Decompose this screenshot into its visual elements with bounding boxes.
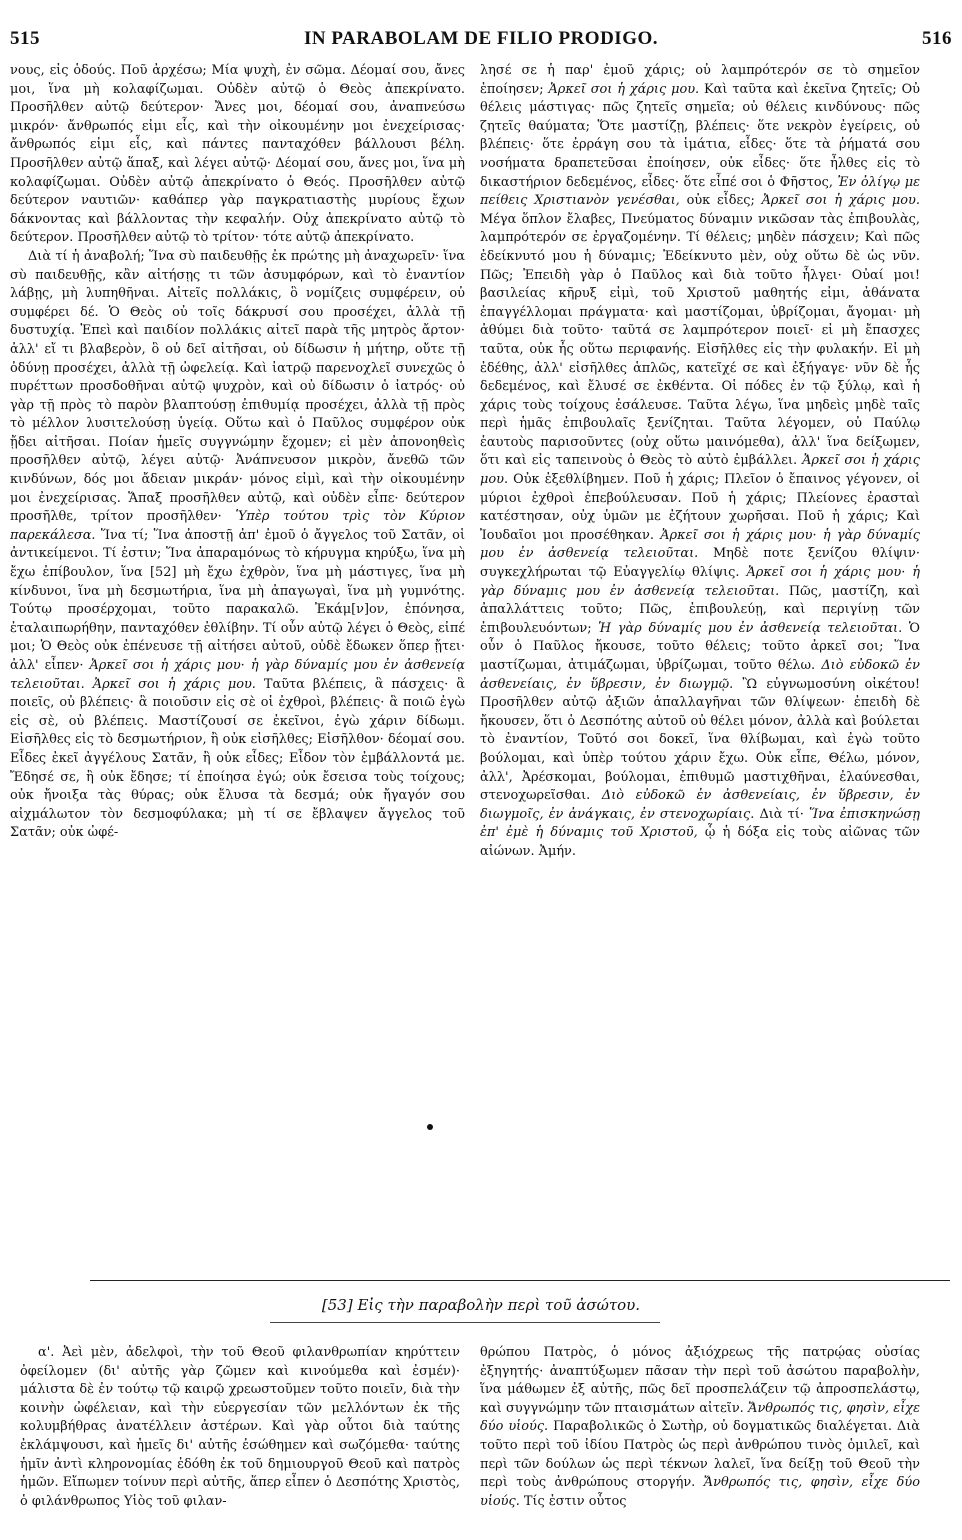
text-run: Ὁ οὖν ὁ Παῦλος ἤκουσε, τοῦτο θέλεις; τοῦτο ἀρκεῖ σοι; Ἵνα μαστίζωμαι, ἀτιμάζωμαι, ὑβρίζωμαι, τοῦτο θέλω. [480,620,920,673]
scripture-quote: Ἀρκεῖ σοι ἡ χάρις μου· ἡ γὰρ δύναμις μου ἐν ἀσθενείᾳ τελειοῦται. [480,565,920,599]
page-number-left: 515 [10,28,40,49]
text-run: οὐκ εἶδες; [679,193,762,209]
scripture-quote: Διὸ εὐδοκῶ ἐν ἀσθενείαις, ἐν ὕβρεσιν, ἐν διωγμοῖς, ἐν ἀνάγκαις, ἐν στενοχωρίαις. [480,788,920,822]
text-run: Ὢ εὐγνωμοσύνη οἰκέτου! Προσῆλθεν αὐτῷ ἀξιῶν ἀπαλλαγῆναι τῶν θλίψεων· ἐπειδὴ δὲ ἤκουσεν, ὅτι ὁ Δεσπότης αὐτοῦ οὐ θέλει μόνον, ἀλλὰ καὶ βούλεται τὸ ἐναντίον, Τοῦτό σοι δοκεῖ, ἵνα θλίβωμαι, καὶ ἐγὼ τοῦτο βούλομαι, καὶ ὑπὲρ τούτου χάριν ἔχω. Οὐκ εἶπε, Θέλω, μόνον, ἀλλ', Ἀρέσκομαι, βούλομαι, ἐπιθυμῶ μαστιχθῆναι, ἐλαύνεσθαι, στενοχωρεῖσθαι. [480,676,920,804]
scripture-quote: Ἀρκεῖ σοι ἡ χάρις μου. [761,193,920,209]
section-divider [90,1280,950,1281]
text-run: Ἵνα τί; Ἵνα ἀποστῇ ἀπ' ἐμοῦ ὁ ἄγγελος τοῦ Σατᾶν, οἱ ἀντικείμενοι. Τί ἐστιν; Ἵνα ἀπαραμόνως τὸ κήρυγμα κηρύξω, ἵνα μὴ ἔχω ἐπίβουλον, ἵνα [52] μὴ ἔχω ἐχθρὸν, ἵνα μὴ μάστιγες, ἵνα μὴ κίνδυνοι, ἵνα μὴ δεσμωτήρια, ἵνα μὴ ἀπαγωγαὶ, ἵνα μὴ γυμνότης. Τούτῳ προσέρχομαι, τοῦτο παρακαλῶ. Ἐκάμ[ν]ον, ἐπόνησα, ἐταλαιπωρήθην, πανταχόθεν ἐθλίβην. Τί οὖν αὐτῷ λέγει ὁ Θεὸς, εἰπέ μοι; Ὁ Θεὸς οὐκ ἐπένευσε τῇ αἰτήσει αὐτοῦ, οὐδὲ ἔδωκεν ὅπερ ᾔτει· ἀλλ' εἶπεν· [10,527,465,673]
text-run: νους, εἰς ὁδούς. Ποῦ ἀρχέσω; Μία ψυχὴ, ἐν σῶμα. Δέομαί σου, ἄνες μοι, ἵνα μὴ κολαφίζωμαι. Οὐδὲν αὐτῷ ὁ Θεὸς ἀπεκρίνατο. Προσῆλθεν αὐτῷ δεύτερον· Ἄνες μοι, δέομαί σου, ἀναπνεύσω μικρόν· ἄνθρωπός εἰμι εἷς, καὶ τὴν οἰκουμένην μοι ἐνεχείρισας· ἄνθρωπός εἰμι εἷς, καὶ πάντες πανταχόθεν βάλλουσι βέλη. Προσῆλθεν αὐτῷ ἅπαξ, καὶ λέγει αὐτῷ· Δέομαί σου, ἄνες μοι, ἵνα μὴ κολαφίζωμαι. Οὐδὲν αὐτῷ ἀπεκρίνατο ὁ Θεός. Προσῆλθεν αὐτῷ δεύτερον ναυτιῶν· καθάπερ γὰρ παγκρατιαστὴς μυρίους ἔχων δάκνοντας καὶ βάλλοντας τὴν κεφαλήν. Οὐχ ἀπεκρίνατο αὐτῷ τὸ δεύτερον. Προσῆλθεν αὐτῷ τὸ τρίτον· τότε αὐτῷ ἀπεκρίνατο. [10,63,465,246]
scripture-quote: Ἄνθρωπός τις, φησὶν, εἶχε δύο υἱούς. [480,1400,920,1435]
scripture-quote: Ὑπὲρ τούτου τρὶς τὸν Κύριον παρεκάλεσα. [10,509,465,543]
text-run: Διὰ τί ἡ ἀναβολή; Ἵνα σὺ παιδευθῇς ἐκ πρώτης μὴ ἀναχωρεῖν· ἵνα σὺ παιδευθῇς, κἂν αἰτήσῃς τι τῶν ἀσυμφόρων, καὶ τὸ ἐναντίον λάβῃς, μὴ λυπηθῆναι. Αἰτεῖς πολλάκις, ὃ νομίζεις συμφέρειν, οὐ συμφέρει δέ. Ὁ Θεὸς οὐ τοῖς δάκρυσί σου προσέχει, ἀλλὰ τῇ δυστυχίᾳ. Ἐπεὶ καὶ παιδίον πολλάκις αἰτεῖ παρὰ τῆς μητρὸς ἄρτον· ἀλλ' εἴ τι βλαβερὸν, ὃ οὐ δεῖ αἰτῆσαι, οὐ δίδωσιν ἡ μήτηρ, οὔτε τῇ ὀδύνῃ προσέχει, ἀλλὰ τῇ ὠφελείᾳ. Καὶ ἰατρῷ παρενοχλεῖ συνεχῶς ὁ πυρέττων προσδοθῆναι αὐτῷ ψυχρὸν, καὶ οὐ δίδωσιν ὁ ἰατρός· οὐ γὰρ τῇ πρὸς τὸ παρὸν βλαπτούσῃ ἐπιθυμίᾳ προσέχει, ἀλλὰ τῇ πρὸς τὸ μέλλον λυσιτελούσῃ ὑγείᾳ. Οὕτω καὶ ὁ Παῦλος συμφέρον οὐκ ᾔδει αἰτῆσαι. Ποίαν ἡμεῖς συγγνώμην ἔχομεν; εἰ μὲν ἀπονοηθεὶς προσῆλθεν αὐτῷ, λέγει αὐτῷ· Ἀνάπνευσον μικρὸν, ἄνεθῶ τῶν κινδύνων, δός μοι ἄδειαν μικράν· μόνος εἰμὶ, καὶ τὴν οἰκουμένην μοι ἐνεχείρισας. Ἅπαξ προσῆλθεν αὐτῷ, καὶ οὐδὲν εἶπε· δεύτερον προσῆλθε, τρίτον προσῆλθεν· [10,248,465,525]
scripture-quote: Ἀρκεῖ σοι ἡ χάρις μου. [548,81,700,97]
text-run: θρώπου Πατρὸς, ὁ μόνος ἀξιόχρεως τῆς πατρῴας οὐσίας ἐξηγητής· ἀναπτύξωμεν πᾶσαν τὴν περὶ τοῦ ἀσώτου παραβολὴν, ἵνα μάθωμεν ἐξ αὐτῆς, πῶς δεῖ προσπελάζειν τῷ ἀπροσπελάστῳ, καὶ συγγνώμην τῶν πταισμάτων αἰτεῖν. [480,1345,920,1416]
text-run: Μηδὲ ποτε ξενίζου θλίψιν· συγκεχλήρωται τῷ Εὐαγγελίῳ θλίψις. [480,546,920,581]
scripture-quote: Ἀρκεῖ σοι ἡ χάρις μου· ἡ γὰρ δύναμίς μου ἐν ἀσθενείᾳ τελειοῦται. Ἀρκεῖ σοι ἡ χάρις μου. [10,658,465,692]
scripture-quote: Ἀρκεῖ σοι ἡ χάρις μου· ἡ γὰρ δύναμίς μου ἐν ἀσθενείᾳ τελειοῦται. [480,527,920,562]
text-run: Πῶς, μαστίζη, καὶ ἀπαλλάττεις τοῦτο; Πῶς, ἐπιβουλεύῃ, καὶ περιγίνῃ τῶν ἐπιβουλευόντων; [480,583,920,636]
text-column-bottom-left [20,1344,460,1532]
text-run: α'. Ἀεὶ μὲν, ἀδελφοὶ, τὴν τοῦ Θεοῦ φιλανθρωπίαν κηρύττειν ὀφείλομεν (δι' αὐτῆς γὰρ ζῶμεν καὶ κινούμεθα καὶ ἐσμέν)· μάλιστα δὲ ἐν τούτῳ τῷ καιρῷ χρεωστοῦμεν τοῦτο ποιεῖν, διὰ τὴν κοινὴν ὠφέλειαν, καὶ τὴν εὐεργεσίαν τῶν μελλόντων ἐκ τῆς κολυμβήθρας ἀνατέλλειν ἀστέρων. Καὶ γὰρ οὗτοι διὰ ταύτης ἐκλάμψουσι, καὶ ἡμεῖς δι' αὐτῆς ἐσώθημεν καὶ σωζόμεθα· ταύτης ἡμῖν ἀντὶ κληρονομίας ἐδόθη ἐκ τοῦ δημιουργοῦ Θεοῦ καὶ πατρὸς ἡμῶν. Εἴπωμεν τοίνυν περὶ αὐτῆς, ἅπερ εἶπεν ὁ Δεσπότης Χριστὸς, ὁ φιλάνθρωπος Υἱὸς τοῦ φιλαν- [20,1345,460,1509]
scripture-quote: Διὸ εὐδοκῶ ἐν ἀσθενείαις, ἐν ὕβρεσιν, ἐν διωγμῷ. [480,658,920,692]
paragraph [10,248,465,843]
paragraph [480,62,920,862]
paragraph [20,1344,460,1511]
scripture-quote: Ἵνα ἐπισκηνώσῃ ἐπ' ἐμὲ ἡ δύναμις τοῦ Χριστοῦ, [480,806,920,841]
paragraph [10,62,465,248]
text-run: Διὰ τί· [754,806,809,822]
section-title: [53] Εἰς τὴν παραβολὴν περὶ τοῦ ἀσώτου. [321,1296,641,1314]
text-run: Καὶ ταῦτα καὶ ἐκεῖνα ζητεῖς; Οὐ θέλεις μάστιγας· πῶς ζητεῖς σημεῖα; οὐ θέλεις κινδύνους· πῶς ζητεῖς θαύματα; Ὅτε μαστίζῃ, βλέπεις· ὅτε νεκρὸν ἐγείρεις, οὐ βλέπεις· ὅτε ἐρράγη σου τὰ ἱμάτια, εἶδες· ὅτε τὰ ῥήματά σου νοσήματα δραπετεῦσαι ἐποίησεν, οὐκ εἶδες· ὅτε ἦλθες εἰς τὸ δικαστήριον δεδεμένος, εἶδες· ὅτε εἶπέ σοι ὁ Φῆστος, [480,81,920,190]
page-number-right: 516 [922,28,952,49]
text-run: Μέγα ὅπλον ἔλαβες, Πνεύματος δύναμιν νικῶσαν τὰς ἐπιβουλὰς, λαμπρότερόν σε ἐργαζομένην. Τί θέλεις; μηδὲν πάσχειν; Καὶ πῶς ἐδείκνυτό μου ἡ δύναμις; Ἐδείκνυτο μὲν, οὐχ οὕτω δὲ ὡς νῦν. Πῶς; Ἐπειδὴ γὰρ ὁ Παῦλος καὶ διὰ τοῦτο ἧλγει· Οὐαί μοι! βασιλείας κῆρυξ εἰμὶ, τοῦ Χριστοῦ μαθητής εἰμι, ἀθάνατα ἐπαγγέλλομαι πράγματα· καὶ μαστίζομαι, ὑβρίζομαι, ἄγομαι· μὴ ἀθύμει διὰ τοῦτο· ταῦτά σε λαμπρότερον ποιεῖ· εἰ μὴ ἔπασχες ταῦτα, οὐκ ἦς οὕτω περιφανής. Εἰσῆλθες εἰς τὴν φυλακήν. Εἰ μὴ ἐδέθης, ἀλλ' εἰσῆλθες ἁπλῶς, κατεῖχέ σε καὶ ἐξήγαγε· νῦν δὲ ἧς δεδεμένος, καὶ ἔλυσέ σε ἐκθέντα. Οἱ πόδες ἐν τῷ ξύλῳ, καὶ ἡ χάρις τοὺς τοίχους ἐσάλευσε. Ταῦτα λέγω, ἵνα μηδεὶς μηδὲ ταῖς περὶ ἡμᾶς ἐπιβουλαῖς ξενίζηται. Ταῦτα λέγομεν, οὐ Παύλῳ ἑαυτοὺς παρισοῦντες (οὐχ οὕτω μαινόμεθα), ἀλλ' ἵνα δείξωμεν, ὅτι καὶ εἰς ταπεινοὺς ὁ Θεὸς τὸ αὐτὸ ἐμβάλλει. [480,211,920,469]
scripture-quote: Ἐν ὀλίγῳ με πείθεις Χριστιανὸν γενέσθαι, [480,174,920,209]
text-run: Ταῦτα βλέπεις, ἃ πάσχεις· ἃ ποιεῖς, οὐ βλέπεις· ἃ ποιοῦσιν εἰς σὲ οἱ ἐχθροὶ, βλέπεις· ἃ ποιῶ ἐγὼ εἰς σὲ, οὐ βλέπεις. Μαστίζουσί σε ἐκεῖνοι, ἐγὼ χάριν δίδωμι. Εἰσῆλθες εἰς τὸ δεσμωτήριον, ἢ οὐκ εἰσῆλθες; Εἰσῆλθον· δέομαί σου. Εἶδες ἐκεῖ ἀγγέλους Σατᾶν, ἢ οὐκ εἶδες; Εἶδον τὸν ἐμβάλλοντά με. Ἔδησέ σε, ἢ οὐκ ἔδησε; τί ἐποίησα ἐγώ; οὐκ ἔσεισα τοὺς τοίχους; οὐκ ἤνοιξα τὰς θύρας; οὐκ ἔλυσα τὰ δεσμά; οὐκ ἤγαγόν σου αἰχμάλωτον τὸν δεσμοφύλακα; μὴ τί σε ἔβλαψεν ἄγγελος τοῦ Σατᾶν; οὐκ ὠφέ- [10,676,465,841]
page-header [0,28,962,56]
text-run: ᾧ ἡ δόξα εἰς τοὺς αἰῶνας τῶν αἰώνων. Ἀμήν. [480,825,920,859]
text-run: Παραβολικῶς ὁ Σωτὴρ, οὐ δογματικῶς διαλέγεται. Διὰ τοῦτο περὶ τοῦ ἰδίου Πατρὸς ὡς περὶ ἀνθρώπου τινὸς ὁμιλεῖ, καὶ περὶ τῶν δούλων ὡς περὶ τέκνων λαλεῖ, ἵνα δείξῃ τοῦ Θεοῦ τὴν περὶ τοὺς ἀνθρώπους στοργήν. [480,1419,920,1491]
text-column-right [480,62,920,1102]
paragraph [480,1344,920,1511]
text-run: Οὐκ ἐξεθλίβημεν. Ποῦ ἡ χάρις; Πλεῖον ὁ ἔπαινος γέγονεν, οἱ μύριοι ἐχθροὶ ἐπεβούλευσαν. Ποῦ ἡ χάρις; Πλείονες ἐρασταὶ κατέστησαν, οὐχ ὑμῶν με ἐζήτουν χωρῆσαι. Ποῦ ἡ χάρις; Καὶ Ἰουδαῖοι μοι προσέθηκαν. [480,472,920,543]
text-run: Τίς ἐστιν οὗτος [519,1493,627,1509]
text-column-bottom-right [480,1344,920,1532]
running-title: IN PARABOLAM DE FILIO PRODIGO. [303,28,659,49]
scripture-quote: Ἡ γὰρ δύναμίς μου ἐν ἀσθενείᾳ τελειοῦται. [598,620,903,636]
scripture-quote: Ἀρκεῖ σοι ἡ χάρις μου. [480,453,920,488]
separator-dot [427,1124,433,1130]
title-underline [270,1322,660,1323]
text-column-left [10,62,465,1102]
text-run: λησέ σε ἡ παρ' ἐμοῦ χάρις; οὐ λαμπρότερόν σε τὸ σημεῖον ἐποίησεν; [480,63,920,97]
scripture-quote: Ἄνθρωπός τις, φησὶν, εἶχε δύο υἱούς. [480,1475,920,1509]
